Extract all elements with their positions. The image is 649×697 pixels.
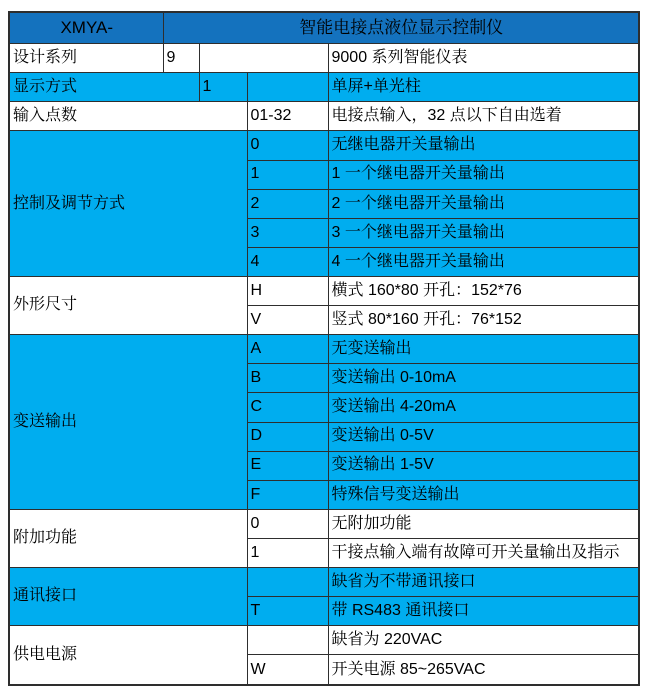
- code-cell-power-supply-1: W: [247, 655, 328, 685]
- desc-cell-transmit-output-1: 变送输出 0-10mA: [328, 364, 639, 393]
- code-cell-extra-function-0: 0: [247, 509, 328, 538]
- product-title-cell: 智能电接点液位显示控制仪: [163, 12, 639, 44]
- option-row-control-mode-0: [9, 131, 639, 160]
- filler-cell-display-mode: [247, 73, 328, 102]
- option-row-extra-function-0: [9, 509, 639, 538]
- section-label-transmit-output: 变送输出: [9, 335, 247, 510]
- section-label-comm-interface: 通讯接口: [9, 568, 247, 626]
- option-row-transmit-output-0: [9, 335, 639, 364]
- code-cell-transmit-output-5: F: [247, 480, 328, 509]
- code-cell-design-series-0: 9: [163, 44, 199, 73]
- section-label-display-mode: 显示方式: [9, 73, 199, 102]
- desc-cell-control-mode-1: 1 一个继电器开关量输出: [328, 160, 639, 189]
- desc-cell-display-mode-0: 单屏+单光柱: [328, 73, 639, 102]
- code-cell-dimensions-1: V: [247, 306, 328, 335]
- desc-cell-control-mode-3: 3 一个继电器开关量输出: [328, 218, 639, 247]
- code-cell-transmit-output-4: E: [247, 451, 328, 480]
- option-row-design-series-0: [9, 44, 639, 73]
- code-cell-extra-function-1: 1: [247, 538, 328, 567]
- desc-cell-transmit-output-0: 无变送输出: [328, 335, 639, 364]
- option-row-display-mode-0: [9, 73, 639, 102]
- desc-cell-power-supply-0: 缺省为 220VAC: [328, 626, 639, 655]
- option-row-comm-interface-0: [9, 568, 639, 597]
- option-row-power-supply-0: [9, 626, 639, 655]
- desc-cell-extra-function-1: 干接点输入端有故障可开关量输出及指示: [328, 538, 639, 567]
- code-cell-input-points-0: 01-32: [247, 102, 328, 131]
- code-cell-control-mode-2: 2: [247, 189, 328, 218]
- model-prefix-cell: XMYA-: [9, 12, 163, 44]
- section-label-power-supply: 供电电源: [9, 626, 247, 685]
- code-cell-transmit-output-2: C: [247, 393, 328, 422]
- code-cell-comm-interface-1: T: [247, 597, 328, 626]
- desc-cell-control-mode-0: 无继电器开关量输出: [328, 131, 639, 160]
- header-row: [9, 12, 639, 44]
- code-cell-dimensions-0: H: [247, 276, 328, 305]
- option-row-dimensions-0: [9, 276, 639, 305]
- desc-cell-power-supply-1: 开关电源 85~265VAC: [328, 655, 639, 685]
- code-cell-control-mode-0: 0: [247, 131, 328, 160]
- code-cell-transmit-output-1: B: [247, 364, 328, 393]
- code-cell-control-mode-4: 4: [247, 247, 328, 276]
- code-cell-display-mode-0: 1: [199, 73, 247, 102]
- desc-cell-extra-function-0: 无附加功能: [328, 509, 639, 538]
- desc-cell-control-mode-2: 2 一个继电器开关量输出: [328, 189, 639, 218]
- section-label-control-mode: 控制及调节方式: [9, 131, 247, 277]
- desc-cell-dimensions-1: 竖式 80*160 开孔：76*152: [328, 306, 639, 335]
- model-selection-table: [8, 11, 640, 686]
- code-cell-transmit-output-3: D: [247, 422, 328, 451]
- desc-cell-transmit-output-2: 变送输出 4-20mA: [328, 393, 639, 422]
- model-selection-table-wrap: [8, 11, 640, 686]
- code-cell-control-mode-3: 3: [247, 218, 328, 247]
- section-label-dimensions: 外形尺寸: [9, 276, 247, 334]
- option-row-input-points-0: [9, 102, 639, 131]
- desc-cell-design-series-0: 9000 系列智能仪表: [328, 44, 639, 73]
- desc-cell-transmit-output-3: 变送输出 0-5V: [328, 422, 639, 451]
- code-cell-transmit-output-0: A: [247, 335, 328, 364]
- section-label-design-series: 设计系列: [9, 44, 163, 73]
- code-cell-power-supply-0: [247, 626, 328, 655]
- desc-cell-comm-interface-0: 缺省为不带通讯接口: [328, 568, 639, 597]
- desc-cell-transmit-output-4: 变送输出 1-5V: [328, 451, 639, 480]
- filler-cell-design-series: [199, 44, 328, 73]
- code-cell-comm-interface-0: [247, 568, 328, 597]
- desc-cell-comm-interface-1: 带 RS483 通讯接口: [328, 597, 639, 626]
- desc-cell-transmit-output-5: 特殊信号变送输出: [328, 480, 639, 509]
- desc-cell-input-points-0: 电接点输入，32 点以下自由选着: [328, 102, 639, 131]
- code-cell-control-mode-1: 1: [247, 160, 328, 189]
- section-label-input-points: 输入点数: [9, 102, 247, 131]
- desc-cell-dimensions-0: 横式 160*80 开孔：152*76: [328, 276, 639, 305]
- section-label-extra-function: 附加功能: [9, 509, 247, 567]
- desc-cell-control-mode-4: 4 一个继电器开关量输出: [328, 247, 639, 276]
